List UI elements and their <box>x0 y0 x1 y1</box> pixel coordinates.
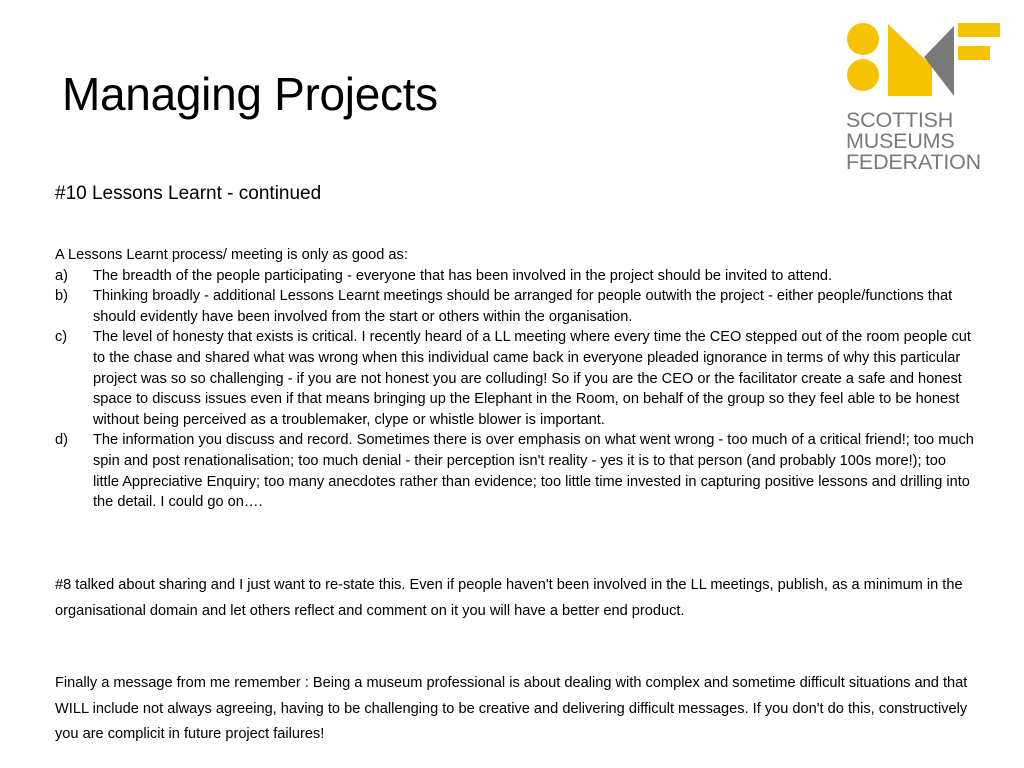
lessons-learnt-body <box>55 245 975 513</box>
closing-message-paragraph: Finally a message from me remember : Being a museum professional is about dealing with complex and sometime difficult situations and that WILL include not always agreeing, having to be challenging to be creative and delivering difficult messages. If you don't do this, constructively you are complicit in future project failures! <box>55 675 968 743</box>
logo-line-museums: MUSEUMS <box>846 129 955 153</box>
list-item-text: The breadth of the people participating - everyone that has been involved in the project should be invited to attend. <box>93 267 833 284</box>
logo-line-federation: FEDERATION <box>846 150 981 174</box>
logo-wordmark <box>846 110 981 173</box>
list-marker: b) <box>55 288 68 305</box>
scottish-museums-federation-logo <box>840 20 1000 180</box>
slide-subtitle: #10 Lessons Learnt - continued <box>55 183 322 204</box>
smf-logo-mark-icon <box>840 20 1000 100</box>
list-item <box>55 327 975 430</box>
slide-title: Managing Projects <box>62 68 438 120</box>
list-item <box>55 286 975 327</box>
list-marker: a) <box>55 267 68 284</box>
list-item-text: The level of honesty that exists is critical. I recently heard of a LL meeting where every time the CEO stepped out of the room people cut to the chase and shared what was wrong when this individual came back in everyone pleaded ignorance in terms of why this particular project was so so challenging - if you are not honest you are colluding! So if you are the CEO or the facilitator create a safe and honest space to discuss issues even if that means bringing up the Elephant in the Room, on behalf of the group so they feel able to be honest without being perceived as a troublemaker, clype or whistle blower is important. <box>93 329 971 428</box>
logo-line-scottish: SCOTTISH <box>846 108 954 132</box>
list-marker: c) <box>55 329 68 346</box>
intro-text: A Lessons Learnt process/ meeting is only as good as: <box>55 247 408 263</box>
sharing-paragraph: #8 talked about sharing and I just want to re-state this. Even if people haven't been involved in the LL meetings, publish, as a minimum in the organisational domain and let others reflect and comment on it you will have a better end product. <box>55 577 963 619</box>
list-item-text: Thinking broadly - additional Lessons Learnt meetings should be arranged for people outwith the project - either people/functions that should evidently have been involved from the start or others within the organisation. <box>93 288 953 325</box>
list-item <box>55 430 975 512</box>
list-marker: d) <box>55 432 68 449</box>
lessons-points-list <box>55 266 975 513</box>
list-item <box>55 266 975 287</box>
list-item-text: The information you discuss and record. Sometimes there is over emphasis on what went wrong - too much of a critical friend!; too much spin and post renationalisation; too much denial - their perception isn't reality - yes it is to that person (and probably 100s more!); too little Appreciative Enquiry; too many anecdotes rather than evidence; too little time invested in capturing positive lessons and drilling into the detail. I could go on…. <box>93 432 974 511</box>
